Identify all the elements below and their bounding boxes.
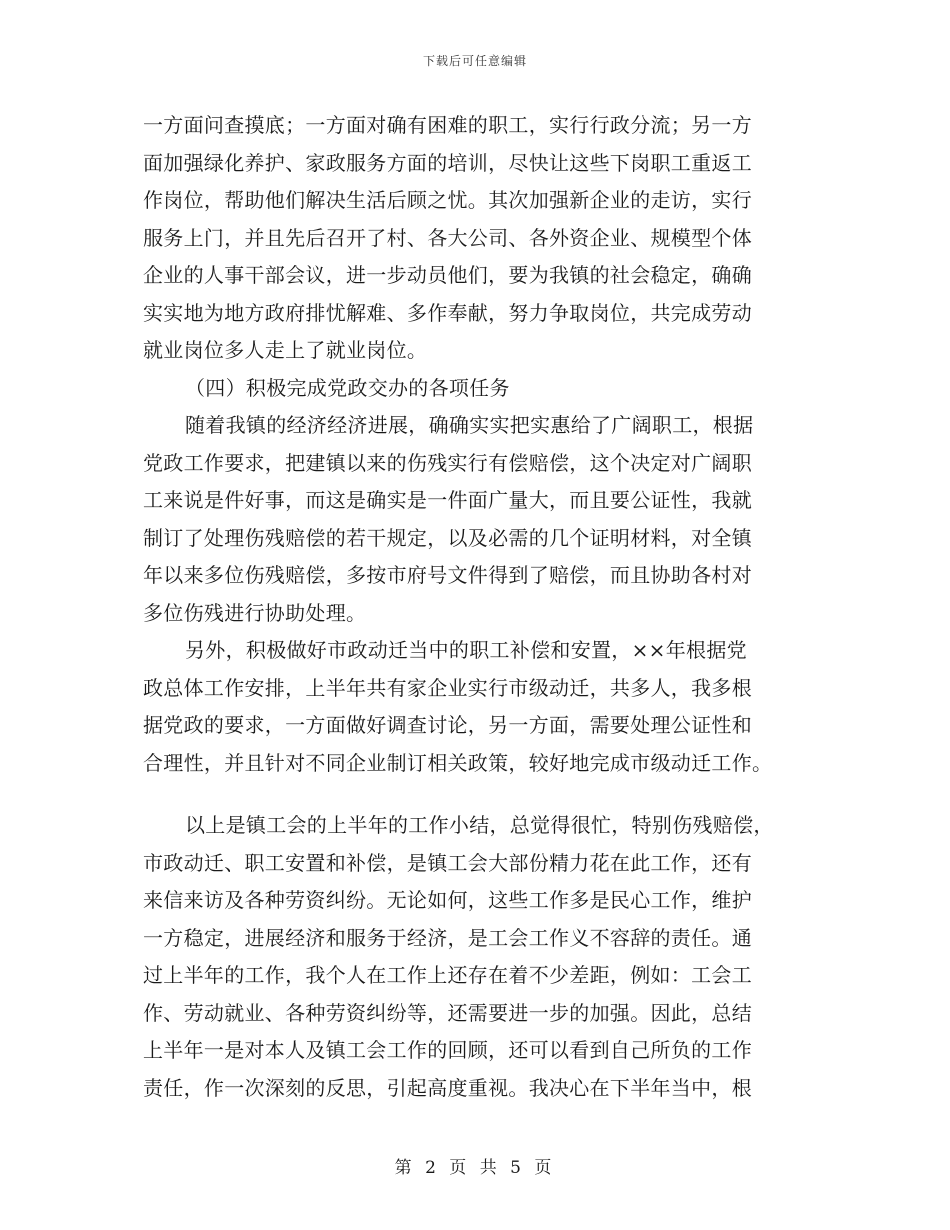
text-line: 以上是镇工会的上半年的工作小结，总觉得很忙，特别伤残赔偿， <box>185 813 774 837</box>
text-line: 市政动迁、职工安置和补偿，是镇工会大部份精力花在此工作，还有 <box>143 850 752 875</box>
text-line: 合理性，并且针对不同企业制订相关政策，较好地完成市级动迁工作。 <box>143 750 773 775</box>
page-header: 下载后可任意编辑 <box>422 54 527 68</box>
text-line: 工来说是件好事，而这是确实是一件面广量大，而且要公证性，我就 <box>143 488 752 512</box>
text-line: 来信来访及各种劳资纠纷。无论如何，这些工作多是民心工作，维护 <box>143 888 752 912</box>
text-line: 服务上门，并且先后召开了村、各大公司、各外资企业、规模型个体 <box>143 225 752 250</box>
text-line: 上半年一是对本人及镇工会工作的回顾，还可以看到自己所负的工作 <box>143 1038 752 1062</box>
text-line: 党政工作要求，把建镇以来的伤残实行有偿赔偿，这个决定对广阔职 <box>143 450 752 475</box>
text-line: 过上半年的工作，我个人在工作上还存在着不少差距，例如：工会工 <box>143 963 752 987</box>
text-line: 一方面问查摸底；一方面对确有困难的职工，实行行政分流；另一方 <box>143 113 752 137</box>
text-line: 制订了处理伤残赔偿的若干规定，以及必需的几个证明材料，对全镇 <box>143 525 752 550</box>
text-line: 作岗位，帮助他们解决生活后顾之忧。其次加强新企业的走访，实行 <box>143 188 752 212</box>
paragraph-gap <box>143 782 809 807</box>
page-number-footer: 第 2 页 共 5 页 <box>394 1158 556 1178</box>
text-line: 企业的人事干部会议，进一步动员他们，要为我镇的社会稳定，确确 <box>143 263 752 287</box>
document-body <box>143 107 809 1107</box>
text-line: 随着我镇的经济经济进展，确确实实把实惠给了广阔职工，根据 <box>185 413 754 437</box>
text-line: 年以来多位伤残赔偿，多按市府号文件得到了赔偿，而且协助各村对 <box>143 563 752 587</box>
section-heading <box>143 370 809 408</box>
heading-line: （四）积极完成党政交办的各项任务 <box>185 375 510 400</box>
text-line: 据党政的要求，一方面做好调查讨论，另一方面，需要处理公证性和 <box>143 713 752 737</box>
paragraph <box>143 807 809 1107</box>
text-line: 责任，作一次深刻的反思，引起高度重视。我决心在下半年当中，根 <box>143 1075 752 1100</box>
text-line: 实实地为地方政府排忧解难、多作奉献，努力争取岗位，共完成劳动 <box>143 300 752 325</box>
text-line: 另外，积极做好市政动迁当中的职工补偿和安置，××年根据党 <box>185 638 747 662</box>
paragraph <box>143 632 809 782</box>
text-line: 政总体工作安排，上半年共有家企业实行市级动迁，共多人，我多根 <box>143 675 752 700</box>
text-line: 面加强绿化养护、家政服务方面的培训，尽快让这些下岗职工重返工 <box>143 150 752 175</box>
paragraph <box>143 107 809 370</box>
paragraph <box>143 407 809 632</box>
text-line: 一方稳定，进展经济和服务于经济，是工会工作义不容辞的责任。通 <box>143 925 752 950</box>
text-line: 就业岗位多人走上了就业岗位。 <box>143 338 428 362</box>
text-line: 多位伤残进行协助处理。 <box>143 600 367 625</box>
text-line: 作、劳动就业、各种劳资纠纷等，还需要进一步的加强。因此，总结 <box>143 1000 752 1025</box>
